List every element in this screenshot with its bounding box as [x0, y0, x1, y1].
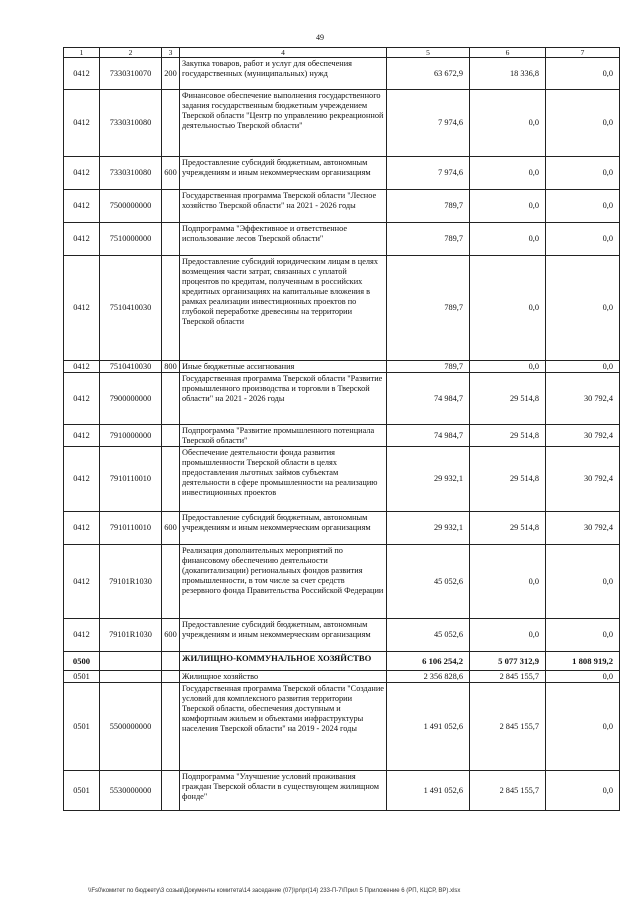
table-row	[64, 223, 620, 256]
section-code-cell: 0412	[64, 425, 100, 447]
section-code-cell: 0412	[64, 545, 100, 619]
section-code-cell: 0412	[64, 512, 100, 545]
expense-type-cell	[162, 671, 180, 683]
item-name-cell: Подпрограмма "Развитие промышленного потенциала Тверской области"	[180, 425, 387, 447]
column-header: 1	[64, 48, 100, 58]
expense-type-cell	[162, 652, 180, 671]
page-number: 49	[316, 33, 324, 42]
table-header-row	[64, 48, 620, 58]
amount-col6-cell: 0,0	[470, 90, 546, 157]
table-row	[64, 373, 620, 425]
table-row	[64, 58, 620, 90]
table-row	[64, 619, 620, 652]
amount-col6-cell: 29 514,8	[470, 512, 546, 545]
amount-col6-cell: 0,0	[470, 361, 546, 373]
expense-type-cell: 600	[162, 157, 180, 190]
item-name-cell: Обеспечение деятельности фонда развития промышленности Тверской области в целях предоставления льготных займов субъектам деятельности в сфере промышленности на реализацию инвестиционных проектов	[180, 447, 387, 512]
target-code-cell: 7900000000	[100, 373, 162, 425]
table-row	[64, 683, 620, 771]
amount-col5-cell: 63 672,9	[387, 58, 470, 90]
amount-col6-cell: 29 514,8	[470, 425, 546, 447]
expense-type-cell	[162, 256, 180, 361]
section-code-cell: 0501	[64, 671, 100, 683]
item-name-cell: Иные бюджетные ассигнования	[180, 361, 387, 373]
column-header: 5	[387, 48, 470, 58]
item-name-cell: Государственная программа Тверской области "Создание условий для комплексного развития территории Тверской области, обеспечения доступным и комфортным жильем и объектами инфраструктуры населения Тверской области" на 2019 - 2024 годы	[180, 683, 387, 771]
expense-type-cell: 600	[162, 512, 180, 545]
amount-col6-cell: 0,0	[470, 619, 546, 652]
table-row	[64, 512, 620, 545]
expense-type-cell	[162, 90, 180, 157]
section-code-cell: 0501	[64, 771, 100, 811]
item-name-cell: Подпрограмма "Эффективное и ответственное использование лесов Тверской области"	[180, 223, 387, 256]
column-header: 7	[546, 48, 620, 58]
table-row	[64, 361, 620, 373]
expense-type-cell	[162, 190, 180, 223]
expense-type-cell	[162, 373, 180, 425]
amount-col5-cell: 45 052,6	[387, 545, 470, 619]
table-row	[64, 157, 620, 190]
amount-col7-cell: 0,0	[546, 361, 620, 373]
amount-col7-cell: 30 792,4	[546, 512, 620, 545]
table-row	[64, 90, 620, 157]
amount-col6-cell: 0,0	[470, 157, 546, 190]
section-code-cell: 0412	[64, 190, 100, 223]
section-code-cell: 0412	[64, 90, 100, 157]
expense-type-cell	[162, 545, 180, 619]
target-code-cell: 7910110010	[100, 447, 162, 512]
table-row	[64, 256, 620, 361]
item-name-cell: Подпрограмма "Улучшение условий проживания граждан Тверской области в существующем жилищном фонде"	[180, 771, 387, 811]
section-code-cell: 0412	[64, 447, 100, 512]
section-code-cell: 0500	[64, 652, 100, 671]
amount-col7-cell: 0,0	[546, 683, 620, 771]
amount-col5-cell: 1 491 052,6	[387, 771, 470, 811]
amount-col7-cell: 0,0	[546, 256, 620, 361]
amount-col6-cell: 2 845 155,7	[470, 683, 546, 771]
table-row	[64, 771, 620, 811]
budget-table	[63, 47, 620, 811]
amount-col5-cell: 29 932,1	[387, 512, 470, 545]
target-code-cell: 5500000000	[100, 683, 162, 771]
item-name-cell: Финансовое обеспечение выполнения государственного задания государственным бюджетным учреждением Тверской области "Центр по управлению рекреационной деятельностью Тверской области"	[180, 90, 387, 157]
item-name-cell: Государственная программа Тверской области "Развитие промышленного производства и торговли в Тверской области" на 2021 - 2026 годы	[180, 373, 387, 425]
amount-col6-cell: 5 077 312,9	[470, 652, 546, 671]
item-name-cell: Государственная программа Тверской области "Лесное хозяйство Тверской области" на 2021 - 2026 годы	[180, 190, 387, 223]
amount-col6-cell: 18 336,8	[470, 58, 546, 90]
item-name-cell: ЖИЛИЩНО-КОММУНАЛЬНОЕ ХОЗЯЙСТВО	[180, 652, 387, 671]
section-code-cell: 0412	[64, 373, 100, 425]
item-name-cell: Предоставление субсидий бюджетным, автономным учреждениям и иным некоммерческим организациям	[180, 157, 387, 190]
amount-col5-cell: 789,7	[387, 361, 470, 373]
amount-col7-cell: 0,0	[546, 671, 620, 683]
amount-col7-cell: 0,0	[546, 90, 620, 157]
item-name-cell: Предоставление субсидий юридическим лицам в целях возмещения части затрат, связанных с уплатой процентов по кредитам, полученным в российских кредитных организациях на капитальные вложения в рамках реализации инвестиционных проектов по глубокой переработке древесины на территории Тверской области	[180, 256, 387, 361]
table-row	[64, 425, 620, 447]
amount-col6-cell: 0,0	[470, 545, 546, 619]
section-code-cell: 0501	[64, 683, 100, 771]
item-name-cell: Закупка товаров, работ и услуг для обеспечения государственных (муниципальных) нужд	[180, 58, 387, 90]
target-code-cell	[100, 652, 162, 671]
item-name-cell: Реализация дополнительных мероприятий по финансовому обеспечению деятельности (докапитализации) региональных фондов развития промышленности, в том числе за счет средств резервного фонда Правительства Российской Федерации	[180, 545, 387, 619]
section-code-cell: 0412	[64, 361, 100, 373]
amount-col6-cell: 0,0	[470, 190, 546, 223]
item-name-cell: Предоставление субсидий бюджетным, автономным учреждениям и иным некоммерческим организациям	[180, 512, 387, 545]
section-code-cell: 0412	[64, 619, 100, 652]
amount-col5-cell: 7 974,6	[387, 90, 470, 157]
target-code-cell: 7510410030	[100, 256, 162, 361]
amount-col7-cell: 0,0	[546, 545, 620, 619]
amount-col7-cell: 0,0	[546, 58, 620, 90]
amount-col5-cell: 789,7	[387, 223, 470, 256]
target-code-cell: 79101R1030	[100, 619, 162, 652]
amount-col5-cell: 29 932,1	[387, 447, 470, 512]
expense-type-cell	[162, 223, 180, 256]
amount-col5-cell: 74 984,7	[387, 425, 470, 447]
target-code-cell: 7330310070	[100, 58, 162, 90]
target-code-cell: 79101R1030	[100, 545, 162, 619]
amount-col6-cell: 29 514,8	[470, 447, 546, 512]
amount-col5-cell: 789,7	[387, 190, 470, 223]
amount-col7-cell: 0,0	[546, 771, 620, 811]
table-row	[64, 190, 620, 223]
amount-col7-cell: 1 808 919,2	[546, 652, 620, 671]
table-row	[64, 652, 620, 671]
expense-type-cell	[162, 447, 180, 512]
target-code-cell: 7330310080	[100, 90, 162, 157]
target-code-cell: 7910000000	[100, 425, 162, 447]
section-code-cell: 0412	[64, 157, 100, 190]
target-code-cell: 7330310080	[100, 157, 162, 190]
expense-type-cell	[162, 683, 180, 771]
amount-col6-cell: 0,0	[470, 256, 546, 361]
target-code-cell: 5530000000	[100, 771, 162, 811]
expense-type-cell: 200	[162, 58, 180, 90]
amount-col5-cell: 1 491 052,6	[387, 683, 470, 771]
table-row	[64, 545, 620, 619]
amount-col7-cell: 30 792,4	[546, 447, 620, 512]
item-name-cell: Жилищное хозяйство	[180, 671, 387, 683]
expense-type-cell	[162, 771, 180, 811]
amount-col7-cell: 0,0	[546, 619, 620, 652]
amount-col6-cell: 2 845 155,7	[470, 771, 546, 811]
column-header: 3	[162, 48, 180, 58]
target-code-cell: 7510000000	[100, 223, 162, 256]
column-header: 2	[100, 48, 162, 58]
target-code-cell: 7910110010	[100, 512, 162, 545]
amount-col6-cell: 2 845 155,7	[470, 671, 546, 683]
amount-col5-cell: 7 974,6	[387, 157, 470, 190]
amount-col5-cell: 45 052,6	[387, 619, 470, 652]
target-code-cell	[100, 671, 162, 683]
amount-col5-cell: 789,7	[387, 256, 470, 361]
item-name-cell: Предоставление субсидий бюджетным, автономным учреждениям и иным некоммерческим организациям	[180, 619, 387, 652]
amount-col7-cell: 0,0	[546, 190, 620, 223]
section-code-cell: 0412	[64, 256, 100, 361]
amount-col6-cell: 29 514,8	[470, 373, 546, 425]
amount-col7-cell: 0,0	[546, 157, 620, 190]
table-row	[64, 671, 620, 683]
amount-col5-cell: 74 984,7	[387, 373, 470, 425]
amount-col6-cell: 0,0	[470, 223, 546, 256]
expense-type-cell	[162, 425, 180, 447]
file-path-footer: \\Fs0\комитет по бюджету\3 созыв\Документы комитета\14 заседание (07)\pr\pr(14) 233-П-7\Прил 5 Приложение 6 (РП, КЦСР, ВР).xlsx	[88, 888, 461, 894]
column-header: 6	[470, 48, 546, 58]
amount-col7-cell: 0,0	[546, 223, 620, 256]
amount-col5-cell: 6 106 254,2	[387, 652, 470, 671]
target-code-cell: 7510410030	[100, 361, 162, 373]
target-code-cell: 7500000000	[100, 190, 162, 223]
amount-col7-cell: 30 792,4	[546, 373, 620, 425]
column-header: 4	[180, 48, 387, 58]
expense-type-cell: 600	[162, 619, 180, 652]
amount-col7-cell: 30 792,4	[546, 425, 620, 447]
section-code-cell: 0412	[64, 58, 100, 90]
expense-type-cell: 800	[162, 361, 180, 373]
amount-col5-cell: 2 356 828,6	[387, 671, 470, 683]
table-row	[64, 447, 620, 512]
section-code-cell: 0412	[64, 223, 100, 256]
